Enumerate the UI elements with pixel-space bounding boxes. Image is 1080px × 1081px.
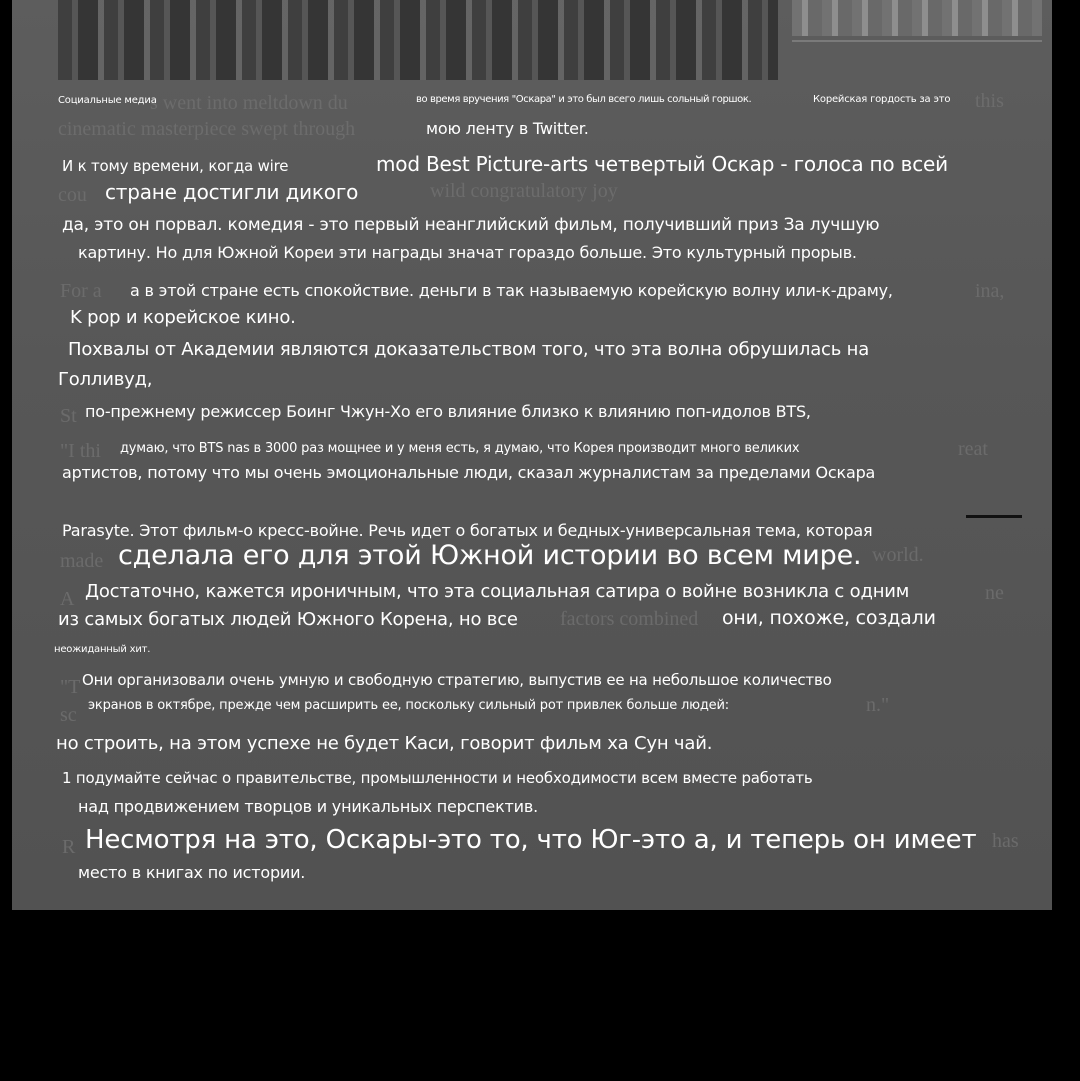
background-text: cou	[58, 184, 87, 206]
newspaper-rule	[792, 40, 1042, 42]
translation-line: И к тому времени, когда wire	[62, 157, 289, 175]
translation-line: но строить, на этом успехе не будет Каси, говорит фильм ха Сун чай.	[56, 733, 713, 754]
background-text: has	[992, 830, 1019, 852]
newspaper-rule-dark	[966, 515, 1022, 518]
translation-line: экранов в октябре, прежде чем расширить ее, поскольку сильный рот привлек больше людей:	[88, 698, 729, 713]
background-text: s went into meltdown du	[150, 92, 348, 114]
translation-line: Они организовали очень умную и свободную стратегию, выпустив ее на небольшое количество	[82, 671, 832, 689]
background-text: R	[62, 836, 76, 858]
background-text: wild congratulatory joy	[430, 180, 618, 202]
background-text: "I thi	[60, 440, 101, 462]
background-text: made	[60, 550, 104, 572]
translation-line: Похвалы от Академии являются доказательством того, что эта волна обрушилась на	[68, 339, 870, 360]
black-letterbox-bottom	[0, 910, 1080, 1081]
background-text: St	[60, 405, 77, 427]
translation-line: мою ленту в Twitter.	[426, 119, 589, 138]
translation-line: стране достигли дикого	[105, 180, 359, 204]
translation-line: из самых богатых людей Южного Корена, но все	[58, 609, 518, 630]
background-text: "T	[60, 676, 81, 698]
translation-line: сделала его для этой Южной истории во всем мире.	[118, 540, 862, 571]
translation-line: Несмотря на это, Оскары-это то, что Юг-это а, и теперь он имеет	[85, 825, 977, 855]
translation-line: думаю, что BTS nas в 3000 раз мощнее и у меня есть, я думаю, что Корея производит много великих	[120, 441, 800, 456]
background-text: A	[60, 588, 75, 610]
translation-line: Голливуд,	[58, 369, 153, 390]
translation-line: да, это он порвал. комедия - это первый неанглийский фильм, получивший приз За лучшую	[62, 215, 880, 235]
background-text: ne	[985, 582, 1004, 604]
translation-line: место в книгах по истории.	[78, 863, 306, 882]
translation-line: над продвижением творцов и уникальных перспектив.	[78, 797, 538, 816]
translation-line: Parasyte. Этот фильм-о кресс-войне. Речь идет о богатых и бедных-универсальная тема, которая	[62, 521, 873, 540]
background-text: reat	[958, 438, 988, 460]
translation-line: по-прежнему режиссер Боинг Чжун-Хо его влияние близко к влиянию поп-идолов BTS,	[85, 402, 811, 421]
translation-line: 1 подумайте сейчас о правительстве, промышленности и необходимости всем вместе работать	[62, 769, 813, 787]
translation-line: неожиданный хит.	[54, 644, 151, 655]
background-text: this	[975, 90, 1004, 112]
newspaper-image-right	[792, 0, 1042, 36]
background-text: sc	[60, 704, 77, 726]
translation-line: во время вручения "Оскара" и это был всего лишь сольный горшок.	[416, 94, 752, 105]
newspaper-image-left	[58, 0, 778, 80]
background-text: factors combined	[560, 608, 699, 630]
background-text: world.	[872, 544, 924, 566]
translation-line: mod Best Picture-arts четвертый Оскар - голоса по всей	[376, 152, 948, 176]
translation-line: Социальные медиа	[58, 95, 157, 106]
background-text: n."	[866, 694, 890, 716]
translation-line: Достаточно, кажется ироничным, что эта социальная сатира о войне возникла с одним	[85, 581, 910, 602]
translation-line: а в этой стране есть спокойствие. деньги в так называемую корейскую волну или-к-драму,	[130, 281, 893, 300]
translation-line: они, похоже, создали	[722, 607, 936, 629]
background-text: cinematic masterpiece swept through	[58, 118, 356, 140]
translation-line: Корейская гордость за это	[813, 94, 951, 105]
background-text: For a	[60, 280, 102, 302]
translation-line: картину. Но для Южной Кореи эти награды значат гораздо больше. Это культурный прорыв.	[78, 243, 857, 262]
background-text: ina,	[975, 280, 1005, 302]
translation-line: K pop и корейское кино.	[70, 307, 296, 328]
translation-line: артистов, потому что мы очень эмоциональные люди, сказал журналистам за пределами Оскара	[62, 463, 876, 482]
